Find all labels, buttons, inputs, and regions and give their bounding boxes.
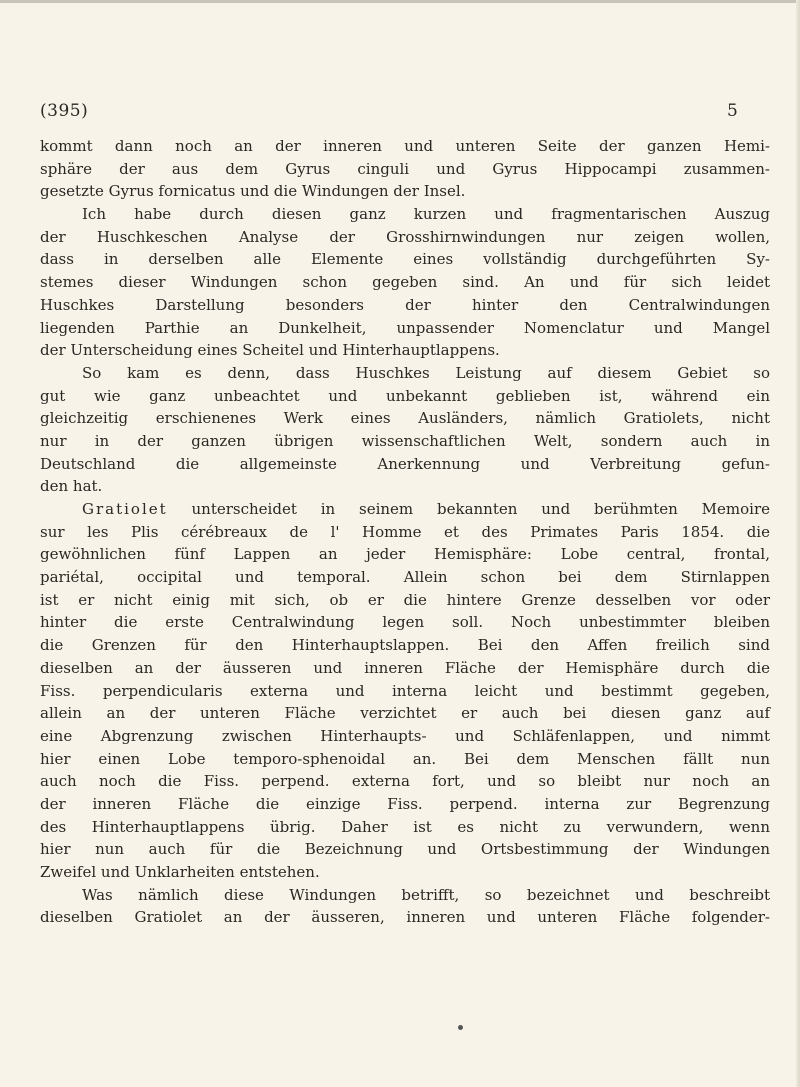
text-line-rest: unterscheidet in seinem bekannten und berühmten Memoire bbox=[167, 500, 770, 518]
text-line: der Unterscheidung eines Scheitel und Hinterhauptlappens. bbox=[40, 341, 500, 360]
text-line: den hat. bbox=[40, 477, 103, 496]
text-line: nur in der ganzen übrigen wissenschaftlichen Welt, sondern auch in bbox=[40, 431, 770, 450]
text-line: ist er nicht einig mit sich, ob er die hintere Grenze desselben vor oder bbox=[40, 590, 770, 609]
text-line: gesetzte Gyrus fornicatus und die Windungen der Insel. bbox=[40, 182, 466, 201]
text-line: sphäre der aus dem Gyrus cinguli und Gyrus Hippocampi zusammen- bbox=[40, 159, 770, 178]
text-line: dass in derselben alle Elemente eines vollständig durchgeführten Sy- bbox=[40, 250, 770, 269]
text-line: gut wie ganz unbeachtet und unbekannt geblieben ist, während ein bbox=[40, 386, 770, 405]
page-top-edge bbox=[0, 0, 800, 3]
paragraph-4 bbox=[40, 498, 770, 884]
text-line: allein an der unteren Fläche verzichtet er auch bei diesen ganz auf bbox=[40, 704, 770, 723]
text-line: die Grenzen für den Hinterhauptslappen. Bei den Affen freilich sind bbox=[40, 636, 770, 655]
text-line: hinter die erste Centralwindung legen soll. Noch unbestimmter bleiben bbox=[40, 613, 770, 632]
text-line: auch noch die Fiss. perpend. externa fort, und so bleibt nur noch an bbox=[40, 772, 770, 791]
text-line: eine Abgrenzung zwischen Hinterhaupts- und Schläfenlappen, und nimmt bbox=[40, 726, 770, 745]
paragraph-3 bbox=[40, 362, 770, 498]
paragraph-2 bbox=[40, 203, 770, 362]
body-text bbox=[40, 135, 770, 929]
text-line: gleichzeitig erschienenes Werk eines Ausländers, nämlich Gratiolets, nicht bbox=[40, 409, 770, 428]
text-line: Zweifel und Unklarheiten entstehen. bbox=[40, 863, 320, 881]
text-line: sur les Plis cérébreaux de l' Homme et des Primates Paris 1854. die bbox=[40, 522, 770, 541]
text-line: dieselben an der äusseren und inneren Fläche der Hemisphäre durch die bbox=[40, 658, 770, 677]
page-right-edge bbox=[796, 0, 800, 1087]
text-line: So kam es denn, dass Huschkes Leistung auf diesem Gebiet so bbox=[82, 363, 770, 382]
text-line: Ich habe durch diesen ganz kurzen und fragmentarischen Auszug bbox=[82, 205, 770, 224]
text-line: der Huschkeschen Analyse der Grosshirnwindungen nur zeigen wollen, bbox=[40, 227, 770, 246]
text-line: Was nämlich diese Windungen betrifft, so bezeichnet und beschreibt bbox=[82, 885, 770, 904]
text-line: hier einen Lobe temporo-sphenoidal an. Bei dem Menschen fällt nun bbox=[40, 749, 770, 768]
text-line bbox=[40, 498, 770, 521]
text-line: Deutschland die allgemeinste Anerkennung und Verbreitung gefun- bbox=[40, 454, 770, 473]
text-line: Huschkes Darstellung besonders der hinter den Centralwindungen bbox=[40, 295, 770, 314]
ink-spot bbox=[458, 1025, 463, 1030]
text-line: dieselben Gratiolet an der äusseren, inneren und unteren Fläche folgender- bbox=[40, 908, 770, 927]
text-line: kommt dann noch an der inneren und unteren Seite der ganzen Hemi- bbox=[40, 137, 770, 155]
text-line: Fiss. perpendicularis externa und interna leicht und bestimmt gegeben, bbox=[40, 681, 770, 700]
paragraph-1 bbox=[40, 135, 770, 203]
text-line: stemes dieser Windungen schon gegeben sind. An und für sich leidet bbox=[40, 273, 770, 292]
text-line: pariétal, occipital und temporal. Allein schon bei dem Stirnlappen bbox=[40, 568, 770, 587]
text-line: gewöhnlichen fünf Lappen an jeder Hemisphäre: Lobe central, frontal, bbox=[40, 545, 770, 564]
text-line: liegenden Parthie an Dunkelheit, unpassender Nomenclatur und Mangel bbox=[40, 318, 770, 337]
paragraph-5 bbox=[40, 884, 770, 929]
text-line: der inneren Fläche die einzige Fiss. perpend. interna zur Begrenzung bbox=[40, 794, 770, 813]
sheet-number: 5 bbox=[727, 101, 738, 121]
author-name: Gratiolet bbox=[82, 500, 168, 518]
text-line: hier nun auch für die Bezeichnung und Ortsbestimmung der Windungen bbox=[40, 840, 770, 859]
page-number: (395) bbox=[40, 101, 89, 121]
text-line: des Hinterhauptlappens übrig. Daher ist es nicht zu verwundern, wenn bbox=[40, 817, 770, 836]
